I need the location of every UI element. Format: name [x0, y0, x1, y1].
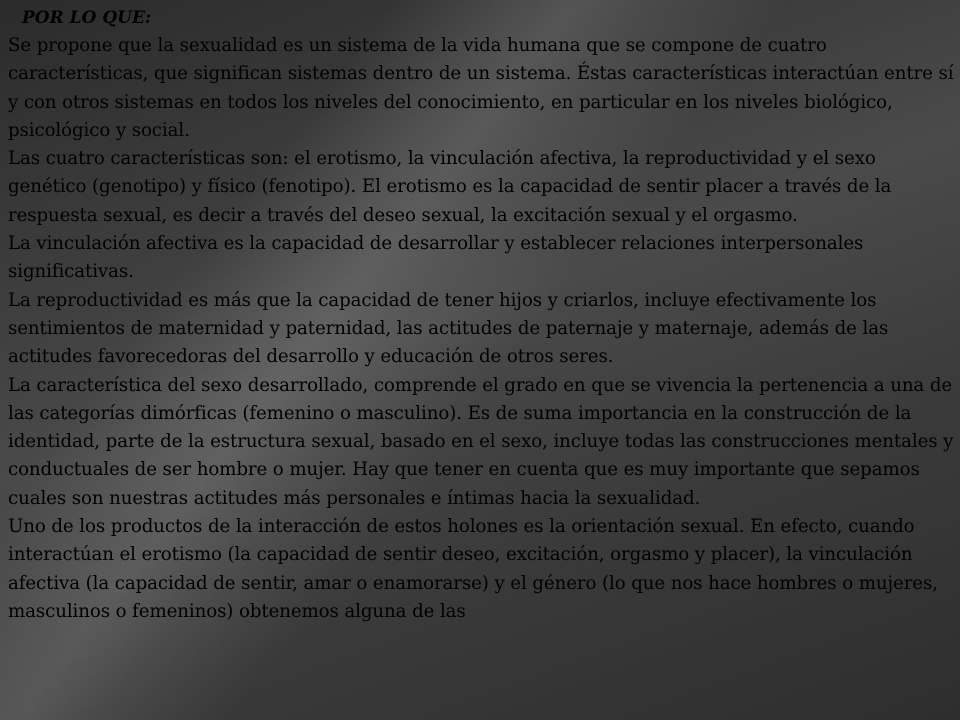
paragraph-developed-sex: La característica del sexo desarrollado, comprende el grado en que se vivencia la pertenencia a una de las categorías dimórficas (femenino o masculino). Es de suma importancia en la construcción de la identidad, parte de la estructura sexual, basado en el sexo, incluye todas las construcciones mentales y conductuales de ser hombre o mujer. Hay que tener en cuenta que es muy importante que sepamos cuales son nuestras actitudes más personales e íntimas hacia la sexualidad.: [8, 374, 954, 509]
slide-content: [8, 4, 954, 626]
slide-heading: POR LO QUE:: [22, 8, 152, 28]
paragraph-sexual-orientation: Uno de los productos de la interacción de estos holones es la orientación sexual. En efecto, cuando interactúan el erotismo (la capacidad de sentir deseo, excitación, orgasmo y placer), la vinculación afectiva (la capacidad de sentir, amar o enamorarse) y el género (lo que nos hace hombres o mujeres, masculinos o femeninos) obtenemos alguna de las: [8, 516, 938, 622]
paragraph-affective-bond: La vinculación afectiva es la capacidad de desarrollar y establecer relaciones interpersonales significativas.: [8, 233, 864, 283]
paragraph-four-characteristics: Las cuatro características son: el erotismo, la vinculación afectiva, la reproductividad y el sexo genético (genotipo) y físico (fenotipo). El erotismo es la capacidad de sentir placer a través de la respuesta sexual, es decir a través del deseo sexual, la excitación sexual y el orgasmo.: [8, 148, 892, 226]
paragraph-sexuality-system: Se propone que la sexualidad es un sistema de la vida humana que se compone de cuatro características, que significan sistemas dentro de un sistema. Éstas características interactúan entre sí y con otros sistemas en todos los niveles del conocimiento, en particular en los niveles biológico, psicológico y social.: [8, 35, 954, 141]
paragraph-reproductivity: La reproductividad es más que la capacidad de tener hijos y criarlos, incluye efectivamente los sentimientos de maternidad y paternidad, las actitudes de paternaje y maternaje, además de las actitudes favorecedoras del desarrollo y educación de otros seres.: [8, 289, 889, 368]
